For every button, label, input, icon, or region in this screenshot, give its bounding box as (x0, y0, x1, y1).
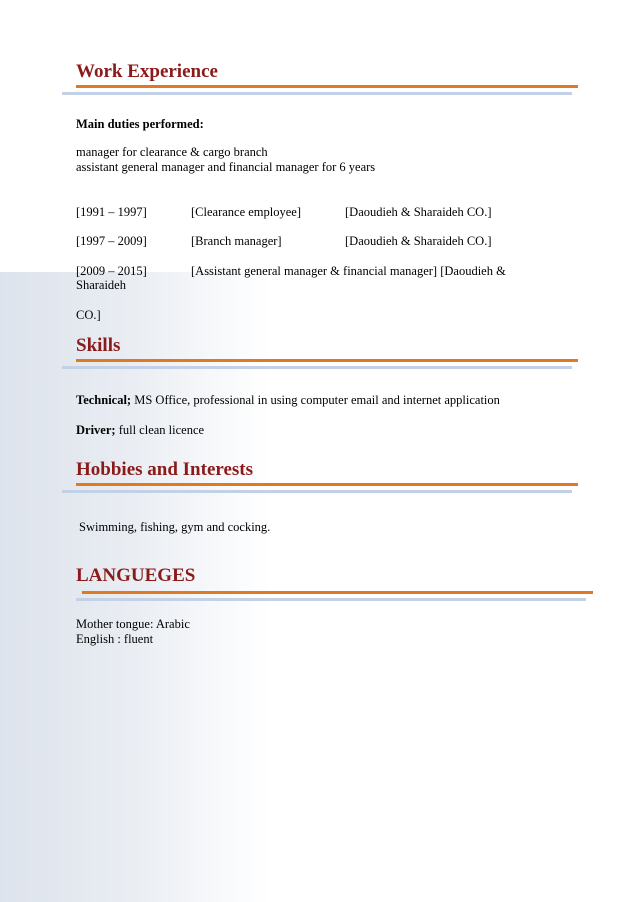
job-2-period: [1997 – 2009] (76, 234, 147, 248)
technical-text: MS Office, professional in using computer email and internet application (131, 393, 500, 407)
work-experience-rule-blue (62, 92, 572, 95)
job-2-role: [Branch manager] (191, 234, 282, 248)
job-1-role: [Clearance employee] (191, 205, 302, 219)
languages-heading: LANGUEGES (76, 565, 196, 586)
main-duties-label: Main duties performed: (76, 117, 204, 131)
hobbies-rule-orange (76, 483, 578, 486)
skills-rule-blue (62, 366, 572, 369)
job-3-period: [2009 – 2015] (76, 264, 147, 278)
hobbies-text: Swimming, fishing, gym and cocking. (79, 520, 271, 534)
job-2-company: [Daoudieh & Sharaideh CO.] (345, 234, 492, 248)
job-3-company-wrap-2: CO.] (76, 308, 101, 322)
job-3-company-wrap-1: Sharaideh (76, 278, 126, 292)
work-experience-heading: Work Experience (76, 61, 218, 82)
driver-text: full clean licence (115, 423, 205, 437)
technical-skills-line (76, 393, 500, 408)
language-line-1: Mother tongue: Arabic (76, 617, 190, 631)
duty-line-2: assistant general manager and financial manager for 6 years (76, 160, 376, 174)
duty-line-1: manager for clearance & cargo branch (76, 145, 268, 159)
driver-label: Driver; (76, 423, 116, 437)
job-1-period: [1991 – 1997] (76, 205, 147, 219)
job-1-company: [Daoudieh & Sharaideh CO.] (345, 205, 492, 219)
technical-label: Technical; (76, 393, 132, 407)
driver-skills-line (76, 423, 204, 438)
languages-rule-orange (82, 591, 593, 594)
hobbies-heading: Hobbies and Interests (76, 459, 254, 480)
work-experience-rule-orange (76, 85, 578, 88)
language-line-2: English : fluent (76, 632, 154, 646)
skills-rule-orange (76, 359, 578, 362)
skills-heading: Skills (76, 335, 121, 356)
job-3-role-company: [Assistant general manager & financial manager] [Daoudieh & (191, 264, 506, 278)
languages-rule-blue (76, 598, 586, 601)
hobbies-rule-blue (62, 490, 572, 493)
